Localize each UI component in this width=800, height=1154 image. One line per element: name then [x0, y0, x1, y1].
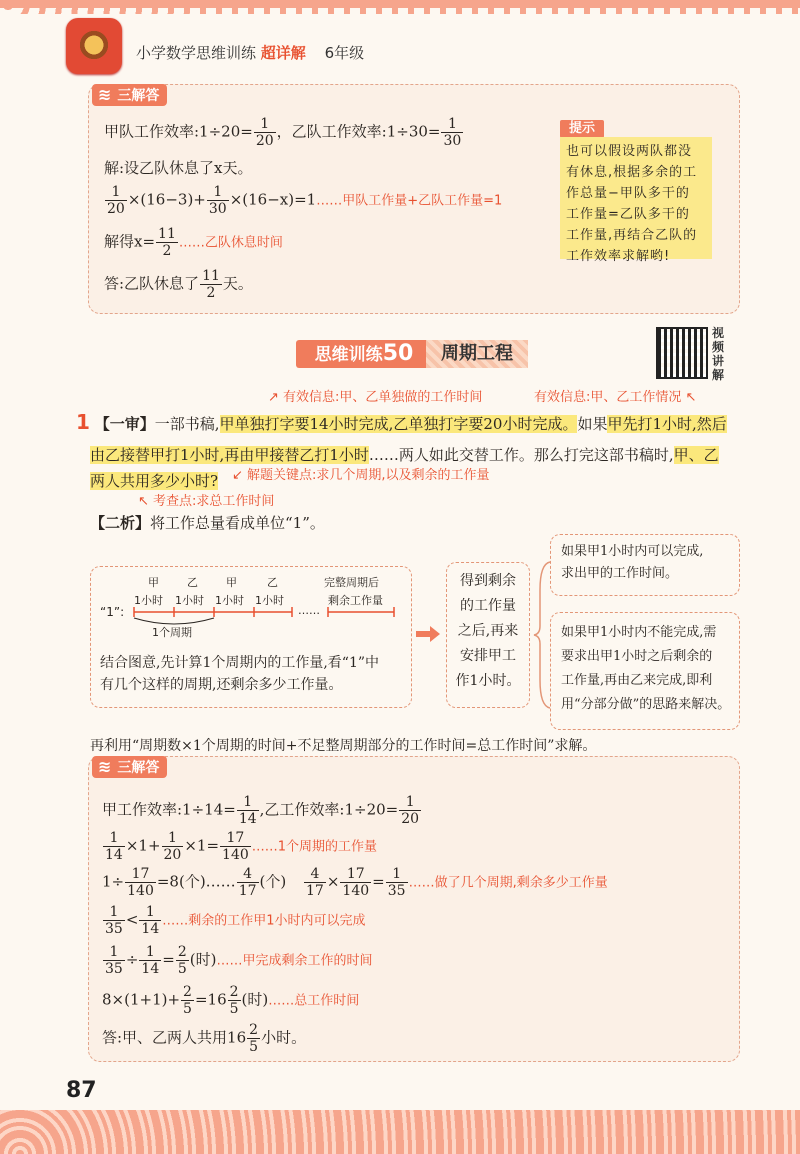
brace: [532, 560, 552, 710]
annotation-key-point: ↙ 解题关键点:求几个周期,以及剩余的工作量: [232, 468, 490, 483]
period-diagram: [96, 574, 406, 644]
dots: ……: [298, 604, 320, 617]
sol-line-4: $\frac{1}{35}$ < $\frac{1}{14}$ ……剩余的工作甲1小时内可以完成: [105, 904, 366, 937]
fraction: $\frac{2}{5}$: [249, 1022, 259, 1055]
qr-video-label: 视 频 讲 解: [712, 326, 725, 382]
series-highlight: 超详解: [260, 44, 306, 62]
logo-emblem: [78, 28, 110, 62]
hour-3: 1小时: [215, 594, 244, 607]
diagram-panel-middle: 得到剩余 的工作量 之后,再来 安排甲工 作1小时。: [446, 562, 530, 708]
sol-line-5: $\frac{1}{35}$ ÷ $\frac{1}{14}$ = $\frac{2}{5}$ (时)……甲完成剩余工作的时间: [105, 944, 373, 977]
page-number: 87: [66, 1078, 97, 1103]
question-number: 1: [76, 410, 90, 434]
fraction: $\frac{1}{35}$: [105, 944, 123, 977]
annotation-info-1: ↗ 有效信息:甲、乙单独做的工作时间: [268, 390, 483, 405]
fraction: $\frac{1}{30}$: [208, 184, 227, 217]
right-arrow-icon: [416, 626, 440, 642]
diagram-panel-right-bottom: 如果甲1小时内不能完成,需 要求出甲1小时之后剩余的 工作量,再由乙来完成,即利 用“分部分做”的思路来解决。: [550, 612, 740, 730]
sol-line-7: 答:甲、乙两人共用16 $\frac{2}{5}$ 小时。: [102, 1022, 307, 1055]
hour-4: 1小时: [255, 594, 284, 607]
fraction: $\frac{17}{140}$: [342, 866, 370, 899]
fraction: $\frac{4}{17}$: [306, 866, 324, 899]
diagram-panel-right-top: 如果甲1小时内可以完成, 求出甲的工作时间。: [550, 534, 740, 596]
question-line-1: 1 【一审】一部书稿,甲单独打字要14小时完成,乙单独打字要20小时完成。如果甲先打1小时,然后: [76, 410, 727, 434]
fraction: $\frac{1}{14}$: [105, 830, 123, 863]
annotation-exam-point: ↖ 考查点:求总工作时间: [138, 494, 275, 509]
fraction: $\frac{1}{30}$: [443, 116, 462, 149]
book-logo: [66, 18, 122, 74]
hour-2: 1小时: [175, 594, 204, 607]
fraction: $\frac{1}{20}$: [163, 830, 182, 863]
fraction: $\frac{1}{14}$: [141, 944, 160, 977]
label-yi-1: 乙: [187, 576, 198, 589]
wave-icon: ≋: [98, 757, 112, 776]
fraction: $\frac{2}{5}$: [229, 984, 239, 1017]
banner-title: 周期工程: [426, 340, 528, 368]
diagram-desc: 结合图意,先计算1个周期内的工作量,看“1”中 有几个这样的周期,还剩余多少工作量。: [100, 655, 380, 693]
fraction: $\frac{11}{2}$: [202, 268, 220, 301]
sol-line-1: 甲工作效率:1÷14= $\frac{1}{14}$ ,乙工作效率:1÷20= $\frac{1}{20}$: [102, 794, 420, 827]
label-yi-2: 乙: [267, 576, 278, 589]
banner-label: 思维训练50: [296, 340, 432, 368]
fraction: $\frac{17}{140}$: [222, 830, 249, 863]
question-line-3: 两人共用多少小时?: [90, 472, 219, 490]
period-label: 1个周期: [152, 626, 192, 639]
fraction: $\frac{1}{20}$: [255, 116, 274, 149]
top-line-1: 甲队工作效率:1÷20= $\frac{1}{20}$ ，乙队工作效率:1÷30= $\frac{1}{30}$: [104, 116, 462, 149]
annotation-info-2: 有效信息:甲、乙工作情况 ↖: [534, 390, 697, 405]
label-jia-1: 甲: [148, 576, 159, 589]
section-banner: [296, 340, 528, 368]
hour-1: 1小时: [134, 594, 163, 607]
hint-tag: 提示: [560, 120, 604, 138]
fraction: $\frac{17}{140}$: [127, 866, 154, 899]
fraction: $\frac{1}{14}$: [238, 794, 257, 827]
fraction: $\frac{11}{2}$: [158, 226, 176, 259]
running-header: [136, 42, 364, 63]
hint-note: 也可以假设两队都没 有休息,根据多余的工 作总量−甲队多干的 工作量=乙队多干的 工作量,再结合乙队的 工作效率求解哟!: [560, 137, 712, 259]
top-line-3: $\frac{1}{20}$ ×(16−3)+ $\frac{1}{30}$ ×(16−x)=1……甲队工作量+乙队工作量=1: [107, 184, 503, 217]
fraction: $\frac{1}{35}$: [105, 904, 123, 937]
bottom-solution-tag: ≋ 三解答: [92, 756, 167, 778]
fraction: $\frac{1}{14}$: [141, 904, 160, 937]
fraction: $\frac{1}{35}$: [387, 866, 406, 899]
tail-top: 完整周期后: [324, 576, 379, 589]
wave-icon: ≋: [98, 85, 112, 104]
series-title: 小学数学思维训练: [136, 44, 257, 62]
top-line-5: 答:乙队休息了 $\frac{11}{2}$ 天。: [104, 268, 253, 301]
unit-one: “1”:: [100, 605, 125, 619]
tail-bottom: 剩余工作量: [328, 594, 383, 607]
analysis-line: 【二析】将工作总量看成单位“1”。: [90, 514, 325, 532]
sol-line-3: 1÷ $\frac{17}{140}$ =8(个)…… $\frac{4}{17}$ (个) $\frac{4}{17}$ × $\frac{17}{140}$ = $\frac{1}{35}$ ……做了几个周期,剩余多少工作量: [102, 866, 608, 899]
top-solution-tag: ≋ 三解答: [92, 84, 167, 106]
summary-line: 再利用“周期数×1个周期的时间+不足整周期部分的工作时间=总工作时间”求解。: [90, 738, 597, 754]
fraction: $\frac{2}{5}$: [177, 944, 187, 977]
label-jia-2: 甲: [226, 576, 237, 589]
top-wave-decoration: [0, 6, 800, 14]
grade-label: 6年级: [324, 44, 365, 62]
top-line-4: 解得x= $\frac{11}{2}$ ……乙队休息时间: [104, 226, 283, 259]
fraction: $\frac{4}{17}$: [238, 866, 257, 899]
fraction: $\frac{1}{20}$: [401, 794, 420, 827]
fraction: $\frac{2}{5}$: [183, 984, 192, 1017]
fraction: $\frac{1}{20}$: [107, 184, 125, 217]
top-line-2: 解:设乙队休息了x天。: [104, 159, 253, 177]
sol-line-2: $\frac{1}{14}$ ×1+ $\frac{1}{20}$ ×1= $\frac{17}{140}$ ……1个周期的工作量: [105, 830, 378, 863]
question-line-2: 由乙接替甲打1小时,再由甲接替乙打1小时……两人如此交替工作。那么打完这部书稿时,甲、乙: [90, 446, 719, 464]
bottom-wave-decoration: [0, 1110, 800, 1154]
qr-code-icon[interactable]: [656, 327, 708, 379]
sol-line-6: 8×(1+1)+ $\frac{2}{5}$ =16 $\frac{2}{5}$ (时)……总工作时间: [102, 984, 360, 1017]
